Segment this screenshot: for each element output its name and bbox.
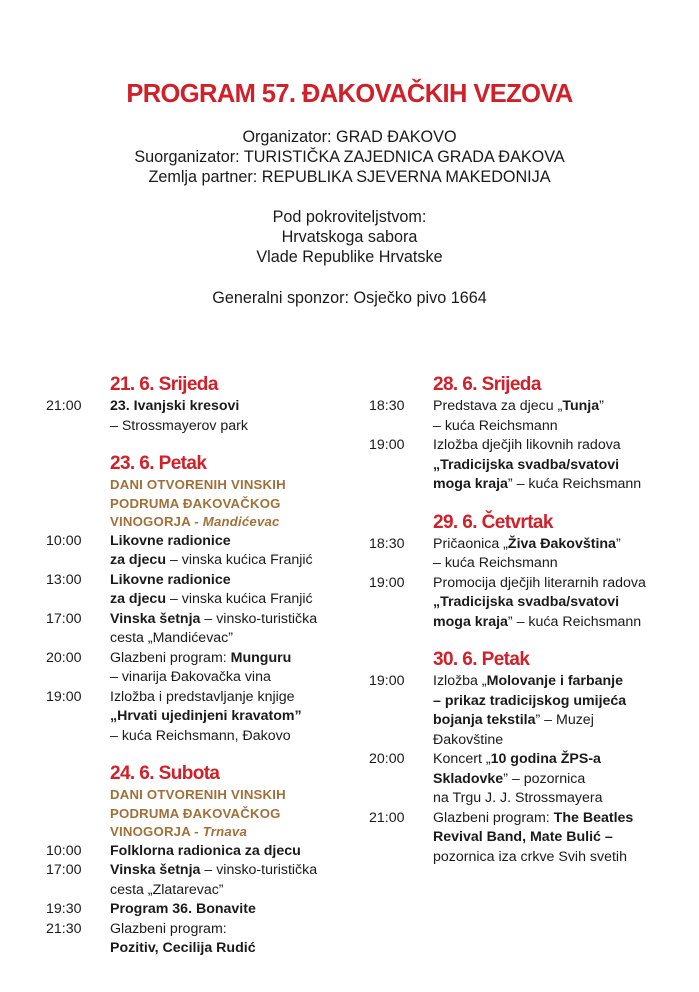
event-location: – kuća Reichsmann, Đakovo (110, 727, 291, 744)
event-location: ” – kuća Reichsmann (507, 613, 642, 630)
event-time: 10:00 (46, 532, 82, 549)
event-time: 21:00 (369, 809, 405, 826)
event-description (433, 397, 689, 436)
event-description (110, 610, 346, 649)
event-description (433, 750, 689, 809)
event-location: cesta „Zlatarevac” (110, 881, 224, 898)
day-heading: 24. 6. Subota (110, 763, 220, 784)
event-title: Vinska šetnja (110, 610, 201, 627)
event-title: Skladovke (433, 770, 504, 787)
event-description (433, 574, 689, 633)
event-title: moga kraja (433, 476, 508, 492)
event-description (110, 532, 346, 571)
event-time: 21:00 (46, 398, 82, 414)
event-description (110, 861, 346, 900)
patronage-block (0, 207, 699, 267)
event-item (46, 920, 346, 959)
event-item (46, 900, 346, 920)
event-location: – kuća Reichsmann (433, 417, 558, 434)
event-location: – vinska kućica Franjić (165, 552, 313, 568)
event-item (369, 535, 689, 574)
day-heading: 29. 6. Četvrtak (433, 511, 553, 533)
event-item (46, 610, 346, 649)
event-title: Munguru (230, 649, 292, 666)
event-time: 18:30 (369, 398, 405, 414)
event-item (46, 861, 346, 900)
subtitle-line: PODRUMA ĐAKOVAČKOG (110, 495, 281, 511)
event-description (433, 535, 689, 574)
event-description (433, 809, 689, 868)
subtitle-line: DANI OTVORENIH VINSKIH (110, 477, 286, 492)
event-description (110, 688, 346, 747)
event-item (46, 397, 346, 436)
event-title: Likovne radionice (110, 532, 231, 549)
event-location: – vinarija Đakovačka vina (110, 669, 271, 685)
event-text: Glazbeni program: (110, 649, 231, 666)
event-item (369, 750, 689, 809)
subtitle-place: Mandićevac (202, 514, 280, 529)
event-text: Izložba i predstavljanje knjige (110, 688, 295, 705)
day-subtitle (110, 476, 346, 532)
subtitle-place: Trnava (202, 824, 247, 839)
event-text: – vinsko-turistička (200, 610, 318, 627)
day-heading: 30. 6. Petak (433, 649, 530, 670)
event-title: Program 36. Bonavite (110, 901, 256, 917)
event-time: 19:00 (369, 574, 405, 591)
event-title: 23. Ivanjski kresovi (110, 398, 240, 414)
subtitle-line: DANI OTVORENIH VINSKIH (110, 787, 286, 802)
event-time: 20:00 (46, 649, 82, 666)
event-text: Izložba „ (433, 673, 487, 689)
event-time: 19:00 (369, 673, 405, 689)
event-title: The Beatles (553, 809, 634, 826)
event-title: Pozitiv, Cecilija Rudić (110, 940, 256, 956)
event-text: Promocija dječjih literarnih radova (433, 574, 646, 591)
event-text: Glazbeni program: (110, 920, 227, 937)
event-location: na Trgu J. J. Strossmayera (433, 790, 603, 806)
event-title: Živa Đakovština (507, 535, 616, 552)
event-time: 19:00 (369, 437, 405, 453)
event-title: Likovne radionice (110, 571, 231, 588)
event-time: 19:30 (46, 901, 82, 917)
event-location: – vinska kućica Franjić (165, 591, 313, 607)
event-title: – prikaz tradicijskog umijeća (433, 692, 627, 709)
patron-line: Vlade Republike Hrvatske (256, 248, 443, 266)
event-location: ” – kuća Reichsmann (507, 476, 642, 492)
event-location: cesta „Mandićevac” (110, 630, 234, 646)
event-text: Izložba dječjih likovnih radova (433, 437, 621, 453)
event-title: Molovanje i farbanje (486, 673, 624, 689)
event-title: Revival Band, Mate Bulić – (433, 829, 613, 845)
event-text: Koncert „ (433, 751, 491, 767)
subtitle-line: VINOGORJA - (110, 824, 203, 839)
event-item (46, 571, 346, 610)
partner-country-line: Zemlja partner: REPUBLIKA SJEVERNA MAKEDONIJA (148, 168, 551, 186)
event-title: 10 godina ŽPS-a (490, 751, 601, 767)
event-title: Tunja (562, 398, 600, 414)
sponsor-line: Generalni sponzor: Osječko pivo 1664 (212, 289, 487, 307)
event-text: Pričaonica „ (433, 535, 508, 552)
event-title: moga kraja (433, 613, 508, 630)
patron-line: Hrvatskoga sabora (281, 228, 418, 246)
event-description (110, 842, 346, 862)
day-heading: 21. 6. Srijeda (110, 374, 218, 395)
event-location: ” – pozornica (503, 770, 586, 787)
event-time: 17:00 (46, 862, 82, 878)
schedule-left-column (46, 373, 346, 959)
event-text: Predstava za djecu „ (433, 398, 563, 414)
event-item (46, 688, 346, 747)
day-heading: 28. 6. Srijeda (433, 374, 541, 395)
event-item (369, 574, 689, 633)
organizer-line: Organizator: GRAD ĐAKOVO (242, 128, 457, 146)
event-title: za djecu (110, 591, 166, 607)
event-title: „Tradicijska svadba/svatovi (433, 456, 620, 473)
event-item (369, 397, 689, 436)
patronage-heading: Pod pokroviteljstvom: (272, 208, 427, 226)
subtitle-line: PODRUMA ĐAKOVAČKOG (110, 805, 281, 821)
subtitle-line: VINOGORJA - (110, 514, 203, 529)
event-text: – vinsko-turistička (200, 862, 318, 878)
event-description (110, 571, 346, 610)
event-item (46, 532, 346, 571)
event-item (369, 809, 689, 868)
event-time: 10:00 (46, 842, 82, 859)
event-description (433, 436, 689, 495)
page-title: PROGRAM 57. ĐAKOVAČKIH VEZOVA (126, 80, 573, 108)
organizers-block (0, 127, 699, 187)
event-time: 19:00 (46, 688, 82, 705)
event-location: pozornica iza crkve Svih svetih (433, 848, 627, 865)
event-description (433, 672, 689, 750)
event-description (110, 649, 346, 688)
event-title: bojanja tekstila (433, 712, 536, 728)
event-time: 18:30 (369, 535, 405, 552)
event-time: 21:30 (46, 920, 82, 937)
event-location: – Strossmayerov park (110, 417, 248, 434)
event-time: 17:00 (46, 610, 82, 627)
event-item (369, 436, 689, 495)
event-location: – kuća Reichsmann (433, 555, 558, 571)
event-title: Vinska šetnja (110, 862, 201, 878)
event-text: ” (599, 398, 604, 414)
event-title: „Hrvati ujedinjeni kravatom” (110, 708, 302, 724)
day-subtitle (110, 786, 346, 842)
schedule-right-column (369, 373, 689, 867)
event-text: ” (615, 535, 621, 552)
event-item (46, 649, 346, 688)
event-item (369, 672, 689, 750)
event-time: 13:00 (46, 571, 82, 588)
event-location: Đakovštine (433, 731, 504, 748)
event-description (110, 397, 346, 436)
day-heading: 23. 6. Petak (110, 453, 207, 474)
event-title: „Tradicijska svadba/svatovi (433, 594, 620, 610)
event-title: Folklorna radionica za djecu (110, 842, 301, 859)
event-description (110, 920, 346, 959)
event-time: 20:00 (369, 751, 405, 767)
event-location: ” – Muzej (535, 712, 594, 728)
event-text: Glazbeni program: (433, 809, 554, 826)
event-title: za djecu (110, 552, 166, 568)
event-description (110, 900, 346, 920)
co-organizer-line: Suorganizator: TURISTIČKA ZAJEDNICA GRADA ĐAKOVA (134, 148, 565, 166)
event-item (46, 842, 346, 862)
